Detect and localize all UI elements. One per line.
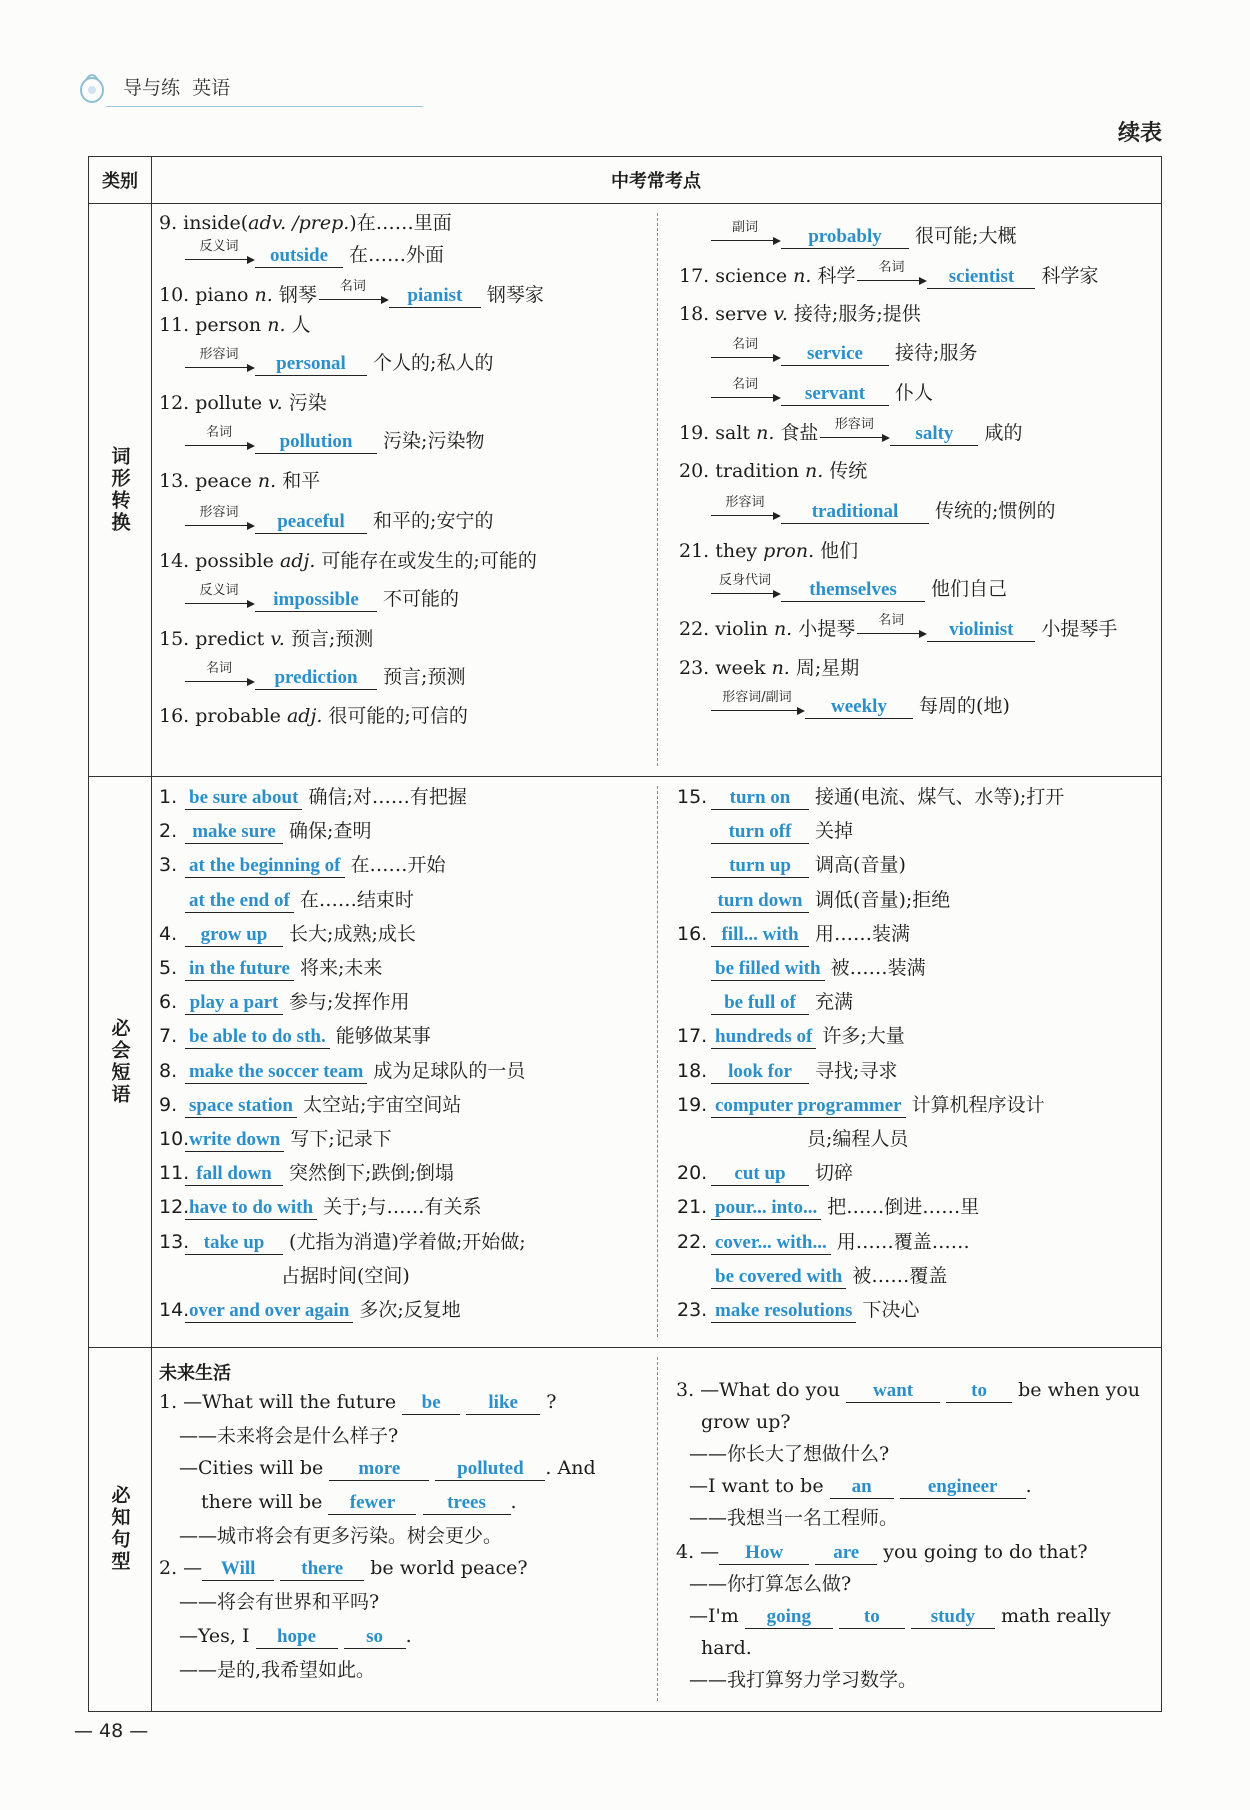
answer-blank: impossible bbox=[255, 589, 377, 612]
item-number: 20. bbox=[677, 1162, 708, 1185]
answer-blank: probably bbox=[781, 226, 909, 249]
phrase-meaning: 长大;成熟;成长 bbox=[289, 922, 416, 945]
sentence-4-translation-2: ——我打算努力学习数学。 bbox=[689, 1669, 918, 1691]
category-header: 类别 bbox=[89, 157, 152, 203]
phrase-meaning: 员;编程人员 bbox=[807, 1128, 909, 1150]
phrase-item bbox=[677, 784, 1064, 810]
phrase-item bbox=[677, 1263, 947, 1289]
phrase-item bbox=[159, 1023, 431, 1049]
answer-blank: salty bbox=[890, 423, 978, 446]
phrase-meaning: 占据时间(空间) bbox=[281, 1264, 410, 1287]
phrase-meaning: 被……覆盖 bbox=[852, 1264, 948, 1287]
answer-blank: in the future bbox=[185, 958, 294, 981]
phrase-item bbox=[677, 989, 853, 1015]
phrase-item bbox=[677, 1023, 905, 1049]
item-number: 14. bbox=[159, 1299, 190, 1321]
sentence-2-translation: ——将会有世界和平吗? bbox=[179, 1591, 380, 1613]
answer-blank: violinist bbox=[927, 619, 1035, 642]
sentence-4-question: 4. — How are you going to do that? bbox=[676, 1541, 1088, 1563]
phrase-meaning: 写下;记录下 bbox=[290, 1128, 392, 1150]
phrase-item bbox=[159, 1058, 525, 1084]
arrow-icon: 反身代词 bbox=[709, 576, 781, 602]
item-number: 16. bbox=[677, 922, 708, 945]
phrase-item bbox=[159, 1194, 482, 1220]
sentence-1-translation-2: ——城市将会有更多污染。树会更少。 bbox=[179, 1525, 503, 1547]
answer-blank: fill... with bbox=[711, 924, 809, 947]
phrase-item bbox=[677, 955, 926, 981]
book-logo-icon bbox=[78, 70, 106, 104]
phrase-item bbox=[677, 1229, 970, 1255]
content-header: 中考常考点 bbox=[611, 171, 701, 192]
answer-blank: going bbox=[745, 1606, 833, 1629]
arrow-icon: 副词 bbox=[709, 223, 781, 249]
arrow-icon: 反义词 bbox=[183, 242, 255, 268]
arrow-icon: 名词 bbox=[855, 263, 927, 289]
phrase-meaning: 突然倒下;跌倒;倒塌 bbox=[289, 1162, 454, 1185]
page-header bbox=[78, 66, 423, 112]
wf-item-9: 9. inside(adv. /prep.)在……里面 bbox=[159, 212, 452, 234]
answer-blank: cut up bbox=[711, 1163, 809, 1186]
phrase-meaning: 把……倒进……里 bbox=[827, 1196, 980, 1219]
answer-blank: there bbox=[280, 1558, 364, 1581]
phrase-meaning: 多次;反复地 bbox=[359, 1299, 461, 1321]
phrase-item bbox=[677, 852, 906, 878]
arrow-icon: 名词 bbox=[183, 428, 255, 454]
answer-blank: want bbox=[846, 1380, 940, 1403]
wf-item-23-adj-adv: 形容词/副词 weekly 每周的(地) bbox=[709, 693, 1010, 719]
phrase-meaning: 接通(电流、煤气、水等);打开 bbox=[815, 786, 1065, 808]
item-number: 10. bbox=[159, 1128, 190, 1150]
wf-item-21: 21. they pron. 他们 bbox=[679, 540, 859, 562]
wf-item-23: 23. week n. 周;星期 bbox=[679, 657, 860, 679]
answer-blank: fewer bbox=[328, 1492, 416, 1515]
wf-item-15: 15. predict v. 预言;预测 bbox=[159, 628, 374, 650]
answer-blank: pianist bbox=[389, 285, 481, 308]
sentence-4-translation: ——你打算怎么做? bbox=[689, 1573, 852, 1595]
phrase-meaning: 关掉 bbox=[815, 820, 854, 843]
wf-item-20: 20. tradition n. 传统 bbox=[679, 460, 868, 482]
item-number: 6. bbox=[159, 991, 178, 1014]
wf-item-14-antonym: 反义词 impossible 不可能的 bbox=[183, 586, 459, 612]
phrase-item bbox=[159, 1092, 461, 1118]
wf-item-17: 17. science n. 科学 名词 scientist 科学家 bbox=[679, 260, 1099, 287]
answer-blank: prediction bbox=[255, 667, 377, 690]
answer-blank: hundreds of bbox=[711, 1026, 816, 1049]
answer-blank: turn down bbox=[711, 890, 809, 913]
phrase-meaning: 能够做某事 bbox=[335, 1025, 431, 1048]
phrase-meaning: 许多;大量 bbox=[822, 1025, 905, 1048]
item-number: 3. bbox=[159, 854, 178, 877]
wf-item-16: 16. probable adj. 很可能的;可信的 bbox=[159, 705, 468, 727]
arrow-icon: 名词 bbox=[709, 380, 781, 406]
phrase-item bbox=[677, 818, 853, 844]
phrase-meaning: 调高(音量) bbox=[815, 854, 906, 877]
item-number: 22. bbox=[677, 1230, 708, 1253]
answer-blank: fall down bbox=[185, 1163, 283, 1186]
wf-item-21-reflexive: 反身代词 themselves 他们自己 bbox=[709, 576, 1007, 602]
sentence-2-question: 2. — Will there be world peace? bbox=[159, 1557, 528, 1579]
answer-blank: personal bbox=[255, 353, 367, 376]
answer-blank: How bbox=[719, 1542, 809, 1565]
answer-blank: scientist bbox=[927, 266, 1035, 289]
column-divider bbox=[657, 1357, 658, 1701]
phrase-meaning: 调低(音量);拒绝 bbox=[815, 888, 951, 911]
answer-blank: polluted bbox=[435, 1458, 545, 1481]
phrase-item bbox=[677, 1092, 1045, 1118]
wf-item-22: 22. violin n. 小提琴 名词 violinist 小提琴手 bbox=[679, 613, 1118, 640]
answer-blank: peaceful bbox=[255, 511, 367, 534]
wf-item-11: 11. person n. 人 bbox=[159, 314, 311, 336]
answer-blank: over and over again bbox=[185, 1300, 353, 1323]
sentence-1-question: 1. —What will the future be like ? bbox=[159, 1391, 557, 1413]
arrow-icon: 形容词 bbox=[709, 498, 781, 524]
answer-blank: look for bbox=[711, 1061, 809, 1084]
answer-blank: more bbox=[329, 1458, 429, 1481]
answer-blank: make sure bbox=[185, 821, 283, 844]
sentences-section bbox=[89, 1347, 1161, 1711]
phrase-meaning: 参与;发挥作用 bbox=[289, 991, 410, 1014]
item-number: 19. bbox=[677, 1093, 708, 1116]
item-number: 9. bbox=[159, 1093, 178, 1116]
phrase-item bbox=[159, 1126, 392, 1152]
phrase-meaning: 用……装满 bbox=[815, 922, 911, 945]
continued-label: 续表 bbox=[1117, 121, 1162, 146]
answer-blank: hope bbox=[256, 1626, 338, 1649]
item-number: 12. bbox=[159, 1196, 190, 1219]
answer-blank: grow up bbox=[185, 924, 283, 947]
phrase-meaning: 在……结束时 bbox=[299, 888, 414, 911]
phrase-item bbox=[159, 784, 467, 810]
answer-blank: at the beginning of bbox=[185, 855, 345, 878]
answer-blank: to bbox=[839, 1606, 905, 1629]
answer-blank: pour... into... bbox=[711, 1197, 821, 1220]
wf-item-13: 13. peace n. 和平 bbox=[159, 470, 321, 492]
arrow-icon: 反义词 bbox=[183, 586, 255, 612]
phrase-item bbox=[677, 1160, 853, 1186]
sentence-2-answer: —Yes, I hope so . bbox=[179, 1625, 412, 1647]
answer-blank: study bbox=[911, 1606, 995, 1629]
word-forms-section bbox=[89, 203, 1161, 777]
answer-blank: trees bbox=[423, 1492, 511, 1515]
arrow-icon: 形容词 bbox=[183, 350, 255, 376]
phrase-item bbox=[159, 989, 409, 1015]
answer-blank: turn off bbox=[711, 821, 809, 844]
table-header-row bbox=[89, 157, 1161, 204]
answer-blank: be sure about bbox=[185, 787, 302, 810]
answer-blank: be filled with bbox=[711, 958, 825, 981]
phrases-section bbox=[89, 776, 1161, 1348]
answer-blank: so bbox=[344, 1626, 406, 1649]
wf-item-20-adj: 形容词 traditional 传统的;惯例的 bbox=[709, 498, 1055, 524]
phrase-meaning: 下决心 bbox=[862, 1299, 920, 1321]
phrase-meaning: 充满 bbox=[815, 991, 854, 1014]
sentence-4-answer: —I'm going to study math really bbox=[689, 1605, 1111, 1627]
phrase-item bbox=[159, 1263, 410, 1289]
item-number: 2. bbox=[159, 820, 178, 843]
wf-item-9-antonym: 反义词 outside 在……外面 bbox=[183, 242, 444, 268]
wf-item-12: 12. pollute v. 污染 bbox=[159, 392, 327, 414]
phrase-item bbox=[677, 921, 910, 947]
answer-blank: make resolutions bbox=[711, 1300, 856, 1323]
arrow-icon: 名词 bbox=[183, 664, 255, 690]
answer-blank: to bbox=[946, 1380, 1012, 1403]
phrase-item bbox=[677, 1058, 897, 1084]
wf-item-16-adverb: 副词 probably 很可能;大概 bbox=[709, 223, 1016, 249]
wf-item-13-adj: 形容词 peaceful 和平的;安宁的 bbox=[183, 508, 493, 534]
sentence-3-translation: ——你长大了想做什么? bbox=[689, 1443, 890, 1465]
item-number: 4. bbox=[159, 922, 178, 945]
wf-item-18-noun-1: 名词 service 接待;服务 bbox=[709, 340, 977, 366]
answer-blank: engineer bbox=[900, 1476, 1026, 1499]
item-number: 11. bbox=[159, 1162, 190, 1185]
wf-item-10: 10. piano n. 钢琴 名词 pianist 钢琴家 bbox=[159, 279, 544, 306]
wf-item-12-noun: 名词 pollution 污染;污染物 bbox=[183, 428, 484, 454]
item-number: 13. bbox=[159, 1230, 190, 1253]
phrase-item bbox=[159, 955, 382, 981]
sentence-3-question: 3. —What do you want to be when you bbox=[676, 1379, 1141, 1401]
phrase-item bbox=[159, 852, 446, 878]
arrow-icon: 形容词 bbox=[183, 508, 255, 534]
wf-item-14: 14. possible adj. 可能存在或发生的;可能的 bbox=[159, 550, 537, 572]
phrase-meaning: 将来;未来 bbox=[300, 957, 383, 979]
sentence-3-question-cont: grow up? bbox=[701, 1411, 791, 1433]
phrase-meaning: 被……装满 bbox=[830, 957, 926, 979]
answer-blank: turn up bbox=[711, 855, 809, 878]
item-number: 8. bbox=[159, 1059, 178, 1082]
answer-blank: weekly bbox=[805, 696, 913, 719]
answer-blank: take up bbox=[185, 1232, 283, 1255]
category-cell: 必知句型 bbox=[89, 1347, 152, 1711]
phrase-meaning: 寻找;寻求 bbox=[815, 1059, 898, 1082]
item-number: 15. bbox=[677, 786, 708, 808]
sentence-2-translation-2: ——是的,我希望如此。 bbox=[179, 1659, 376, 1681]
answer-blank: Will bbox=[202, 1558, 274, 1581]
answer-blank: traditional bbox=[781, 501, 929, 524]
item-number: 23. bbox=[677, 1299, 708, 1321]
phrase-item bbox=[677, 1297, 919, 1323]
answer-blank: play a part bbox=[185, 992, 283, 1015]
column-divider bbox=[657, 786, 658, 1337]
header-title: 导与练 英语 bbox=[123, 77, 231, 99]
phrase-meaning: 在……开始 bbox=[350, 854, 446, 877]
answer-blank: pollution bbox=[255, 431, 377, 454]
answer-blank: are bbox=[815, 1542, 877, 1565]
answer-blank: make the soccer team bbox=[185, 1061, 367, 1084]
answer-blank: an bbox=[830, 1476, 894, 1499]
category-cell: 必会短语 bbox=[89, 776, 152, 1347]
phrase-meaning: (尤指为消遣)学着做;开始做; bbox=[289, 1230, 526, 1253]
phrase-item bbox=[677, 1126, 908, 1152]
wf-item-19: 19. salt n. 食盐 形容词 salty 咸的 bbox=[679, 417, 1023, 444]
answer-blank: themselves bbox=[781, 579, 925, 602]
phrase-meaning: 确保;查明 bbox=[289, 820, 372, 843]
phrase-meaning: 确信;对……有把握 bbox=[308, 786, 467, 808]
sentence-4-answer-cont: hard. bbox=[701, 1637, 752, 1659]
answer-blank: turn on bbox=[711, 787, 809, 810]
answer-blank: write down bbox=[185, 1129, 284, 1152]
wf-item-15-noun: 名词 prediction 预言;预测 bbox=[183, 664, 465, 690]
answer-blank: cover... with... bbox=[711, 1232, 831, 1255]
item-number: 17. bbox=[677, 1025, 708, 1048]
phrase-item bbox=[159, 887, 414, 913]
answer-blank: at the end of bbox=[185, 890, 294, 913]
wf-item-18: 18. serve v. 接待;服务;提供 bbox=[679, 303, 921, 325]
answer-blank: be bbox=[402, 1392, 460, 1415]
item-number: 18. bbox=[677, 1059, 708, 1082]
page-number: — 48 — bbox=[74, 1720, 149, 1742]
category-cell: 词形转换 bbox=[89, 203, 152, 776]
subtopic-title: 未来生活 bbox=[159, 1363, 231, 1384]
phrase-item bbox=[159, 1160, 454, 1186]
phrase-item bbox=[677, 887, 950, 913]
phrase-meaning: 计算机程序设计 bbox=[911, 1093, 1045, 1116]
item-number: 5. bbox=[159, 957, 178, 979]
arrow-icon: 形容词/副词 bbox=[709, 693, 805, 719]
phrase-meaning: 成为足球队的一员 bbox=[373, 1059, 526, 1082]
arrow-icon: 形容词 bbox=[818, 420, 890, 446]
header-rule bbox=[106, 106, 423, 107]
phrase-meaning: 用……覆盖…… bbox=[836, 1230, 970, 1253]
phrase-meaning: 关于;与……有关系 bbox=[323, 1196, 482, 1219]
answer-blank: be full of bbox=[711, 992, 809, 1015]
item-number: 21. bbox=[677, 1196, 708, 1219]
sentence-1-translation: ——未来将会是什么样子? bbox=[179, 1425, 399, 1447]
wf-item-18-noun-2: 名词 servant 仆人 bbox=[709, 380, 933, 406]
answer-blank: be able to do sth. bbox=[185, 1026, 330, 1049]
answer-blank: outside bbox=[255, 245, 343, 268]
phrase-item bbox=[159, 1297, 461, 1323]
phrase-meaning: 太空站;宇宙空间站 bbox=[303, 1093, 462, 1116]
arrow-icon: 名词 bbox=[709, 340, 781, 366]
study-table bbox=[88, 156, 1162, 1712]
answer-blank: computer programmer bbox=[711, 1095, 906, 1118]
sentence-1-answer: —Cities will be more polluted . And bbox=[179, 1457, 596, 1479]
phrase-meaning: 切碎 bbox=[815, 1162, 854, 1185]
answer-blank: space station bbox=[185, 1095, 297, 1118]
answer-blank: servant bbox=[781, 383, 889, 406]
answer-blank: have to do with bbox=[185, 1197, 317, 1220]
sentence-3-answer: —I want to be an engineer . bbox=[689, 1475, 1032, 1497]
phrase-item bbox=[159, 921, 416, 947]
phrase-item bbox=[677, 1194, 979, 1220]
phrase-item bbox=[159, 818, 371, 844]
sentence-1-answer-cont: there will be fewer trees . bbox=[201, 1491, 517, 1513]
phrase-item bbox=[159, 1229, 526, 1255]
answer-blank: service bbox=[781, 343, 889, 366]
wf-item-11-adj: 形容词 personal 个人的;私人的 bbox=[183, 350, 493, 376]
column-divider bbox=[657, 213, 658, 766]
arrow-icon: 名词 bbox=[855, 616, 927, 642]
arrow-icon: 名词 bbox=[317, 282, 389, 308]
item-number: 7. bbox=[159, 1025, 178, 1048]
sentence-3-translation-2: ——我想当一名工程师。 bbox=[689, 1507, 899, 1529]
answer-blank: be covered with bbox=[711, 1266, 846, 1289]
answer-blank: like bbox=[466, 1392, 540, 1415]
item-number: 1. bbox=[159, 786, 178, 808]
